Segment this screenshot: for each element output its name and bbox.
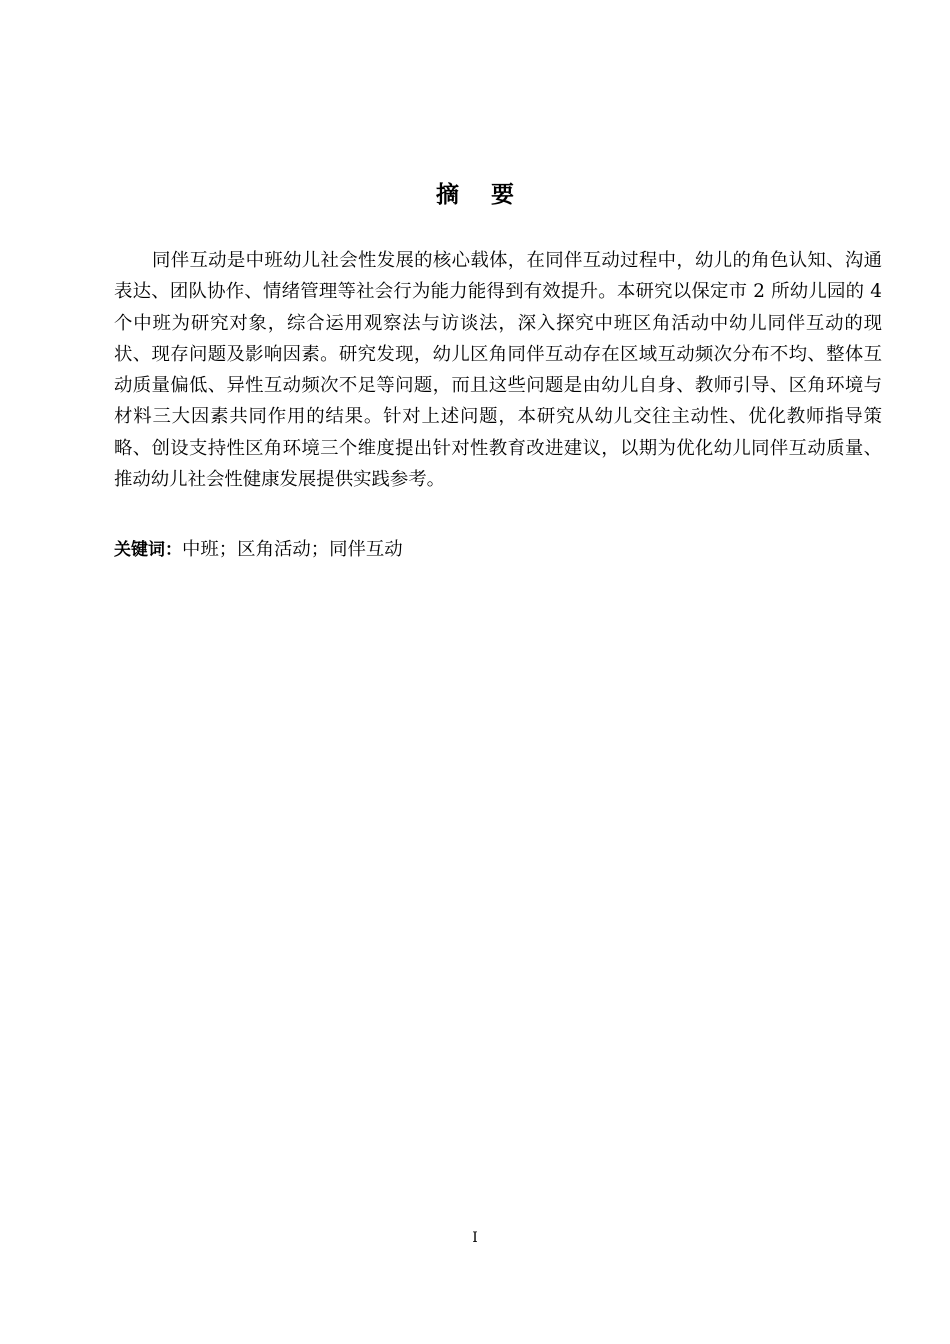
- keywords-line: [114, 534, 882, 566]
- page-number: I: [472, 1230, 478, 1246]
- abstract-heading: 摘要: [436, 182, 546, 208]
- abstract-body: 同伴互动是中班幼儿社会性发展的核心载体，在同伴互动过程中，幼儿的角色认知、沟通表达、团队协作、情绪管理等社会行为能力能得到有效提升。本研究以保定市 2 所幼儿园的 4 个中班为研究对象，综合运用观察法与访谈法，深入探究中班区角活动中幼儿同伴互动的现状、现存问题及影响因素。研究发现，幼儿区角同伴互动存在区域互动频次分布不均、整体互动质量偏低、异性互动频次不足等问题，而且这些问题是由幼儿自身、教师引导、区角环境与材料三大因素共同作用的结果。针对上述问题，本研究从幼儿交往主动性、优化教师指导策略、创设支持性区角环境三个维度提出针对性教育改进建议，以期为优化幼儿同伴互动质量、推动幼儿社会性健康发展提供实践参考。: [114, 250, 882, 491]
- keywords-label: 关键词：: [114, 540, 182, 560]
- keywords-value: 中班；区角活动；同伴互动: [182, 539, 403, 560]
